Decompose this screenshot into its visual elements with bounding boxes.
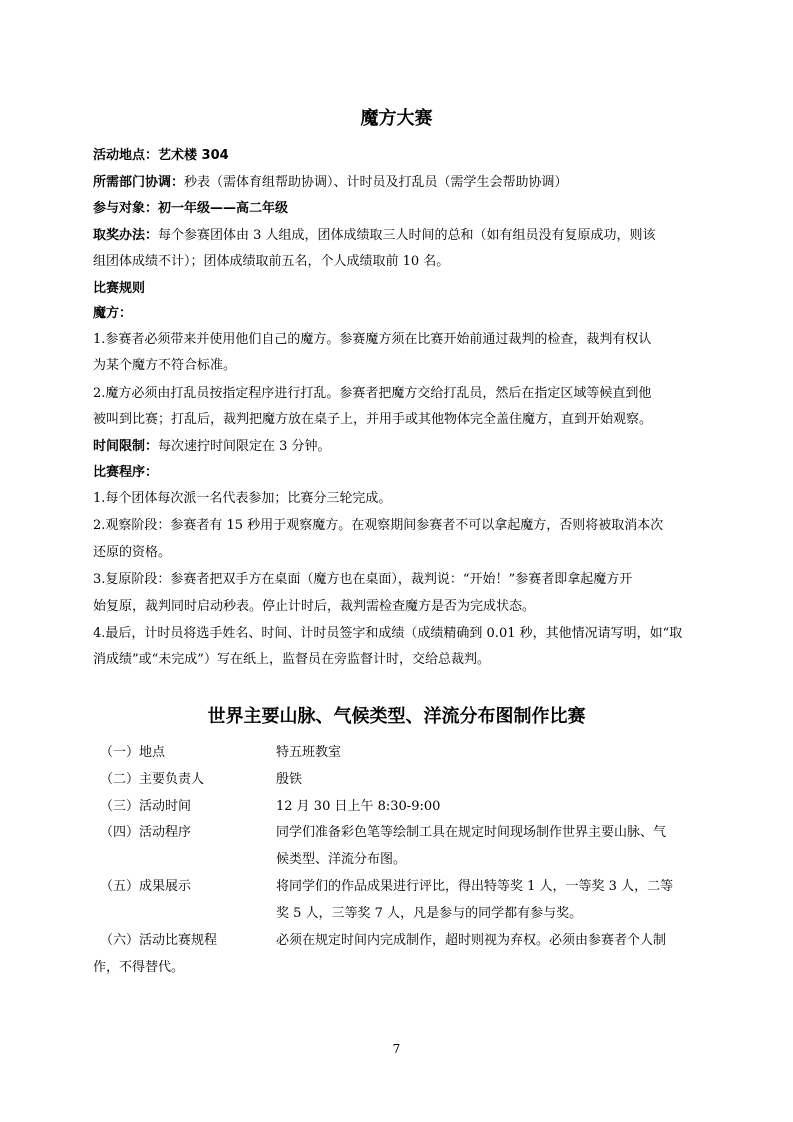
- procedure-3-line-2: 始复原，裁判同时启动秒表。停止计时后，裁判需检查魔方是否为完成状态。: [93, 599, 536, 614]
- procedure-3-line-1: 3.复原阶段：参赛者把双手方在桌面（魔方也在桌面），裁判说：“开始！”参赛者即拿起魔方开: [93, 572, 633, 587]
- procedure-2-line-1: 2.观察阶段：参赛者有 15 秒用于观察魔方。在观察期间参赛者不可以拿起魔方，否则将被取消本次: [93, 518, 664, 533]
- row-results-value: 将同学们的作品成果进行评比，得出特等奖 1 人，一等奖 3 人，二等: [276, 879, 674, 894]
- award-label: 取奖办法：: [93, 228, 159, 243]
- row-owner-label: （二）主要负责人: [100, 772, 205, 787]
- time-limit-label: 时间限制：: [93, 439, 159, 454]
- target-label: 参与对象：: [93, 201, 159, 216]
- row-location-label: （一）地点: [100, 745, 166, 760]
- award-line-1: [93, 228, 703, 244]
- procedure-heading: 比赛程序：: [93, 465, 159, 480]
- time-limit-value: 每次速拧时间限定在 3 分钟。: [158, 439, 331, 454]
- row-owner-value: 殷铁: [276, 772, 303, 787]
- row-rules-label: （六）活动比赛规程: [100, 933, 218, 948]
- location-line: [93, 148, 703, 164]
- procedure-2-line-2: 还原的资格。: [93, 545, 172, 560]
- row-location-value: 特五班教室: [276, 745, 342, 760]
- section-title-map-contest: 世界主要山脉、气候类型、洋流分布图制作比赛: [207, 706, 586, 727]
- row-results-value-cont: 奖 5 人，三等奖 7 人，凡是参与的同学都有参与奖。: [276, 906, 583, 921]
- row-rules-value: 必须在规定时间内完成制作，超时则视为弃权。必须由参赛者个人制: [276, 933, 667, 948]
- department-line: [93, 175, 703, 191]
- row-results-label: （五）成果展示: [100, 879, 192, 894]
- page-number: 7: [392, 1042, 401, 1056]
- award-text-1: 每个参赛团体由 3 人组成，团体成绩取三人时间的总和（如有组员没有复原成功，则该: [158, 228, 656, 243]
- section-title-rubiks-cube: 魔方大赛: [360, 108, 433, 129]
- location-value: 艺术楼 304: [158, 148, 229, 163]
- target-line: [93, 201, 703, 217]
- rule-2-line-2: 被叫到比赛；打乱后，裁判把魔方放在桌子上，并用手或其他物体完全盖住魔方，直到开始观察。: [93, 412, 653, 427]
- row-time-value: 12 月 30 日上午 8:30-9:00: [276, 799, 441, 814]
- time-limit-line: [93, 439, 703, 455]
- row-time-label: （三）活动时间: [100, 799, 192, 814]
- row-procedure-label: （四）活动程序: [100, 825, 192, 840]
- row-procedure-value-cont: 候类型、洋流分布图。: [276, 852, 407, 867]
- location-label: 活动地点：: [93, 148, 159, 163]
- rule-2-line-1: 2.魔方必须由打乱员按指定程序进行打乱。参赛者把魔方交给打乱员，然后在指定区域等候直到他: [93, 386, 652, 401]
- rule-1-line-1: 1.参赛者必须带来并使用他们自己的魔方。参赛魔方须在比赛开始前通过裁判的检查，裁判有权认: [93, 332, 652, 347]
- row-rules-value-cont: 作，不得替代。: [93, 960, 185, 975]
- rule-1-line-2: 为某个魔方不符合标准。: [93, 358, 237, 373]
- department-value: 秒表（需体育组帮助协调）、计时员及打乱员（需学生会帮助协调）: [184, 175, 568, 190]
- procedure-4-line-1: 4.最后，计时员将选手姓名、时间、计时员签字和成绩（成绩精确到 0.01 秒，其他情况请写明，如“取: [93, 626, 683, 641]
- department-label: 所需部门协调：: [93, 175, 185, 190]
- target-value: 初一年级——高二年级: [158, 201, 289, 216]
- procedure-4-line-2: 消成绩”或“未完成”）写在纸上，监督员在旁监督计时，交给总裁判。: [93, 652, 490, 667]
- row-procedure-value: 同学们准备彩色笔等绘制工具在规定时间现场制作世界主要山脉、气: [276, 825, 667, 840]
- rules-heading: 比赛规则: [93, 281, 146, 296]
- procedure-1: 1.每个团体每次派一名代表参加；比赛分三轮完成。: [93, 491, 392, 506]
- award-line-2: 组团体成绩不计）；团体成绩取前五名，个人成绩取前 10 名。: [93, 254, 450, 269]
- cube-heading: 魔方：: [93, 306, 133, 321]
